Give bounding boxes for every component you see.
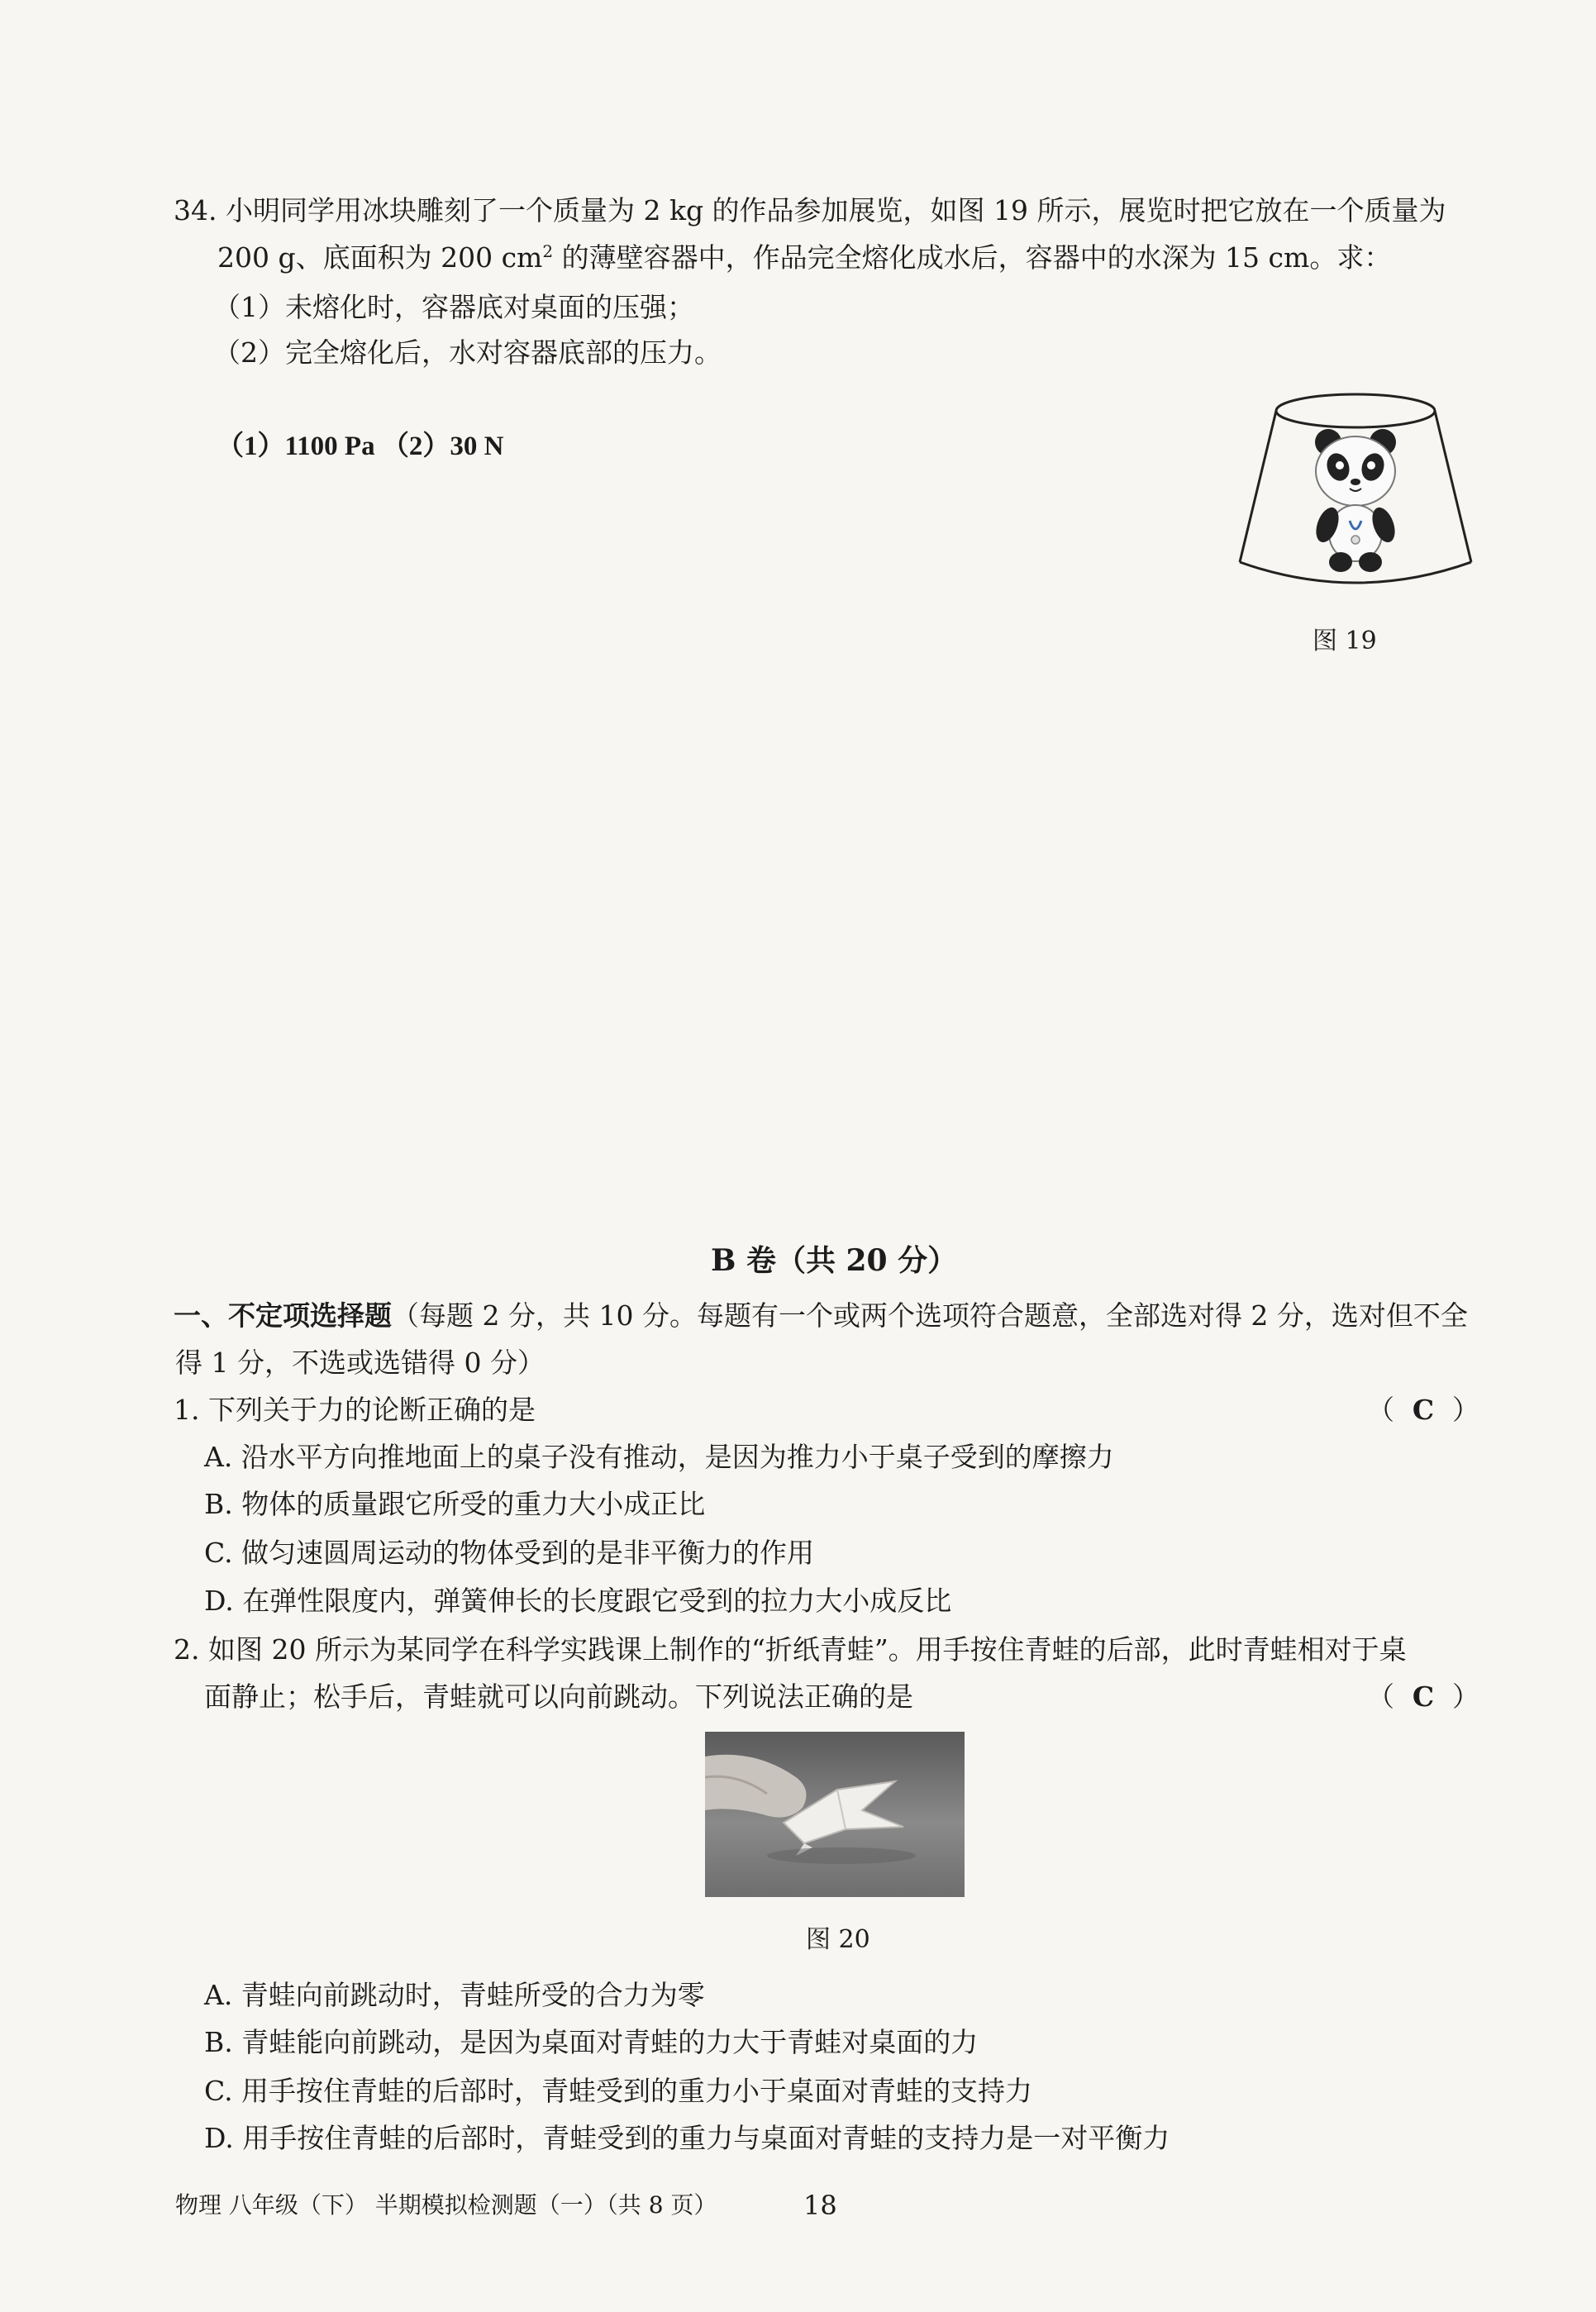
footer-text: 物理 八年级（下） 半期模拟检测题（一）（共 8 页） [175,2191,717,2219]
q2-answer: C [1412,1680,1435,1713]
q1-stem: 1. 下列关于力的论断正确的是 [174,1394,536,1426]
q2-answer-bracket [1367,1679,1479,1715]
figure-19-container-panda [1232,376,1479,603]
panda-figure [1312,429,1399,572]
figure-19-caption: 图 19 [1313,627,1377,655]
q2-option-c: C. 用手按住青蛙的后部时，青蛙受到的重力小于桌面对青蛙的支持力 [204,2075,1033,2107]
figure-20-paper-frog-photo [705,1732,965,1897]
q2-stem-line2: 面静止；松手后，青蛙就可以向前跳动。下列说法正确的是 [204,1680,913,1713]
q1-option-c: C. 做匀速圆周运动的物体受到的是非平衡力的作用 [204,1537,815,1569]
q34-part1: （1）未熔化时，容器底对桌面的压强； [213,291,694,323]
q1-paren-left: （ [1367,1394,1394,1426]
q1-answer-bracket [1367,1392,1479,1428]
figure-20-caption: 图 20 [806,1925,870,1954]
q1-option-d: D. 在弹性限度内，弹簧伸长的长度跟它受到的拉力大小成反比 [204,1585,952,1617]
q2-option-b: B. 青蛙能向前跳动，是因为桌面对青蛙的力大于青蛙对桌面的力 [204,2026,979,2058]
section-b-heading-rest: （每题 2 分，共 10 分。每题有一个或两个选项符合题意，全部选对得 2 分，选对但不全 [392,1299,1468,1332]
q1-option-a: A. 沿水平方向推地面上的桌子没有推动，是因为推力小于桌子受到的摩擦力 [204,1441,1114,1473]
section-b-title: B 卷（共 20 分） [711,1243,958,1278]
section-b-heading-line2: 得 1 分，不选或选错得 0 分） [175,1347,545,1379]
q34-line2-sup: 2 [542,241,554,261]
q34-line2-pre: 200 g、底面积为 200 cm [217,241,543,274]
q2-paren-left: （ [1367,1680,1394,1713]
q1-paren-right: ） [1452,1394,1479,1426]
q2-paren-right: ） [1452,1680,1479,1713]
q2-option-a: A. 青蛙向前跳动时，青蛙所受的合力为零 [204,1979,705,2011]
q2-stem-line1: 2. 如图 20 所示为某同学在科学实践课上制作的“折纸青蛙”。用手按住青蛙的后部，此时青蛙相对于桌 [174,1633,1407,1666]
q34-answer: （1）1100 Pa （2）30 N [217,431,504,461]
page-number: 18 [803,2190,837,2221]
section-b-heading [174,1298,1468,1334]
q34-line2-post: 的薄壁容器中，作品完全熔化成水后，容器中的水深为 15 cm。求： [553,241,1392,274]
q2-option-d: D. 用手按住青蛙的后部时，青蛙受到的重力与桌面对青蛙的支持力是一对平衡力 [204,2122,1170,2154]
q34-part2: （2）完全熔化后，水对容器底部的压力。 [213,336,722,369]
section-b-heading-bold: 一、不定项选择题 [174,1299,392,1332]
q1-option-b: B. 物体的质量跟它所受的重力大小成正比 [204,1488,706,1520]
q34-line2 [217,240,1391,276]
q1-answer: C [1412,1394,1435,1426]
q34-line1: 34. 小明同学用冰块雕刻了一个质量为 2 kg 的作品参加展览，如图 19 所示，展览时把它放在一个质量为 [174,194,1446,226]
